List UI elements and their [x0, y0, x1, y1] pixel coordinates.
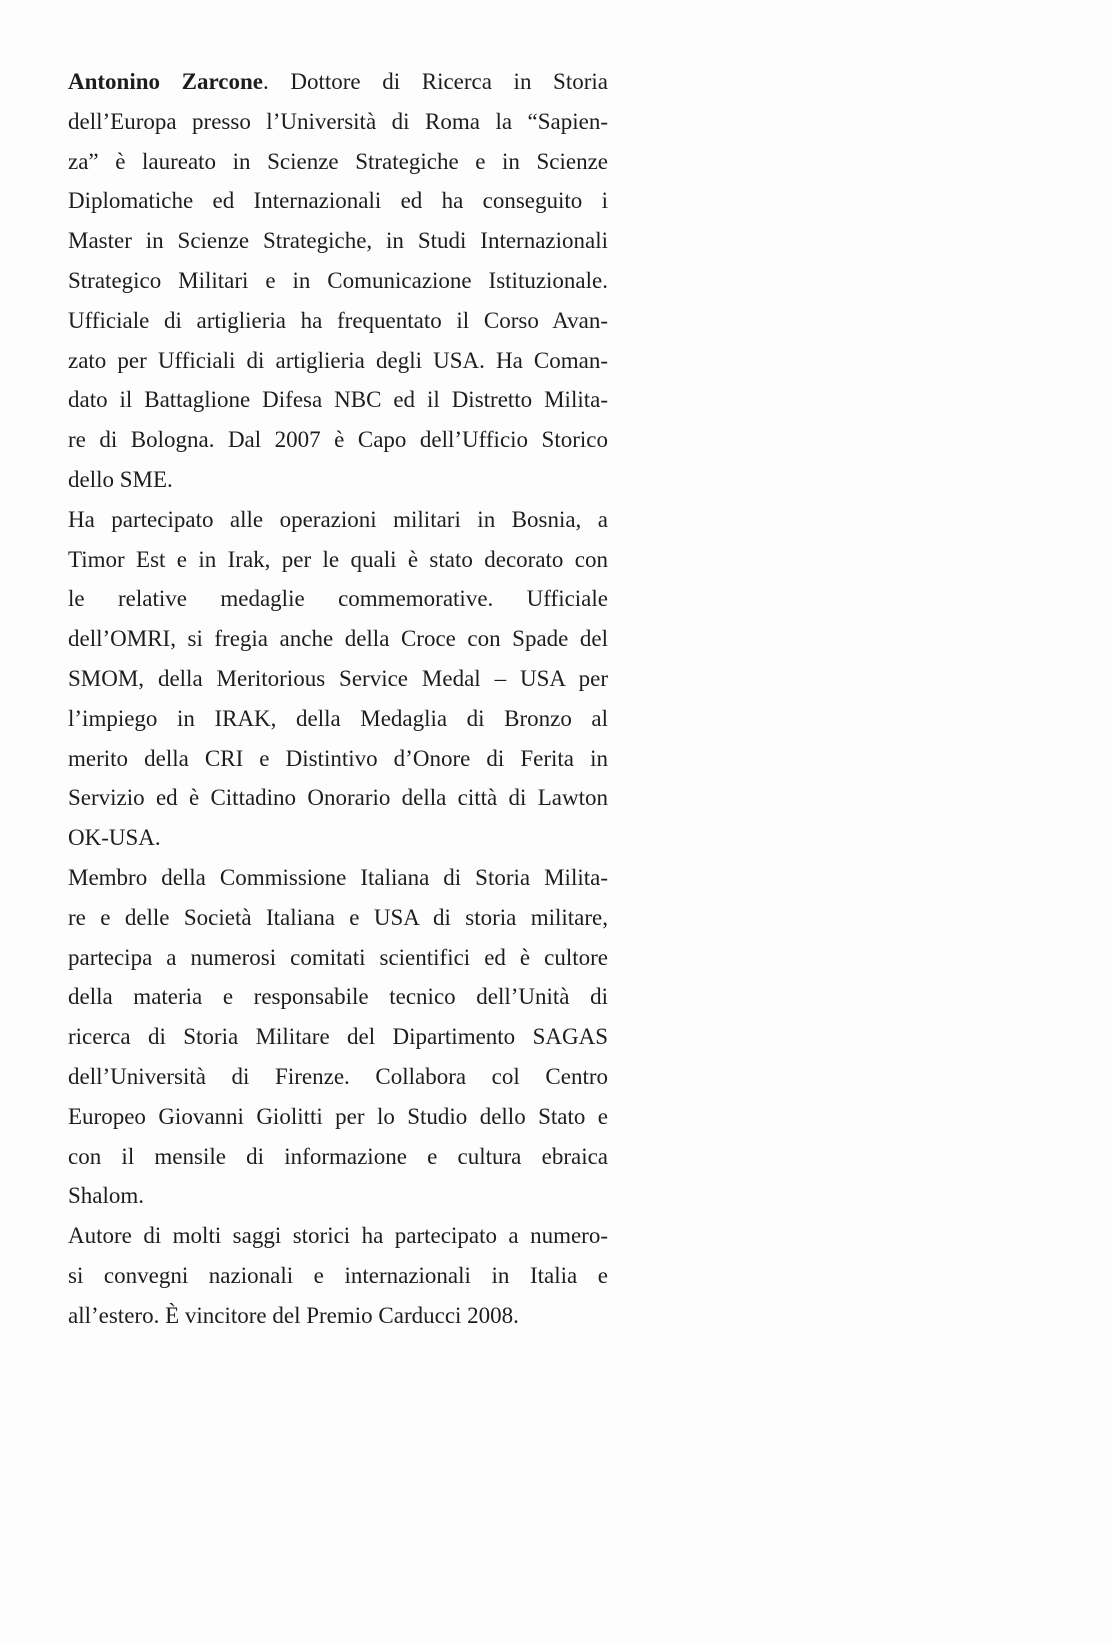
bio-line-21: Membro della Commissione Italiana di Storia Milita-: [68, 864, 608, 890]
bio-line-29: Shalom.: [68, 1183, 145, 1209]
bio-line-10: re di Bologna. Dal 2007 è Capo dell’Ufficio Storico: [68, 427, 608, 453]
bio-line-15: dell’OMRI, si fregia anche della Croce con Spade del: [68, 626, 608, 652]
bio-line-22: re e delle Società Italiana e USA di storia militare,: [68, 904, 608, 930]
bio-line-6: Strategico Militari e in Comunicazione Istituzionale.: [68, 267, 608, 293]
bio-line-28: con il mensile di informazione e cultura ebraica: [68, 1143, 608, 1169]
bio-line-17: l’impiego in IRAK, della Medaglia di Bronzo al: [68, 705, 608, 731]
bio-line-31: si convegni nazionali e internazionali in Italia e: [68, 1262, 608, 1288]
bio-line-13: Timor Est e in Irak, per le quali è stato decorato con: [68, 546, 608, 572]
bio-line-14: le relative medaglie commemorative. Ufficiale: [68, 586, 608, 612]
bio-line-3: za” è laureato in Scienze Strategiche e in Scienze: [68, 148, 608, 174]
bio-line-32: all’estero. È vincitore del Premio Carducci 2008.: [68, 1302, 519, 1328]
bio-line-4: Diplomatiche ed Internazionali ed ha conseguito i: [68, 188, 608, 214]
bio-line-16: SMOM, della Meritorious Service Medal – USA per: [68, 665, 608, 691]
author-name: Antonino Zarcone: [68, 69, 263, 94]
bio-line-8: zato per Ufficiali di artiglieria degli USA. Ha Coman-: [68, 347, 608, 373]
bio-line-9: dato il Battaglione Difesa NBC ed il Distretto Milita-: [68, 387, 608, 413]
bio-line-1: [68, 62, 608, 102]
bio-line-12: Ha partecipato alle operazioni militari in Bosnia, a: [68, 506, 608, 532]
bio-line-20: OK-USA.: [68, 825, 161, 851]
bio-line-7: Ufficiale di artiglieria ha frequentato il Corso Avan-: [68, 307, 608, 333]
bio-line-30: Autore di molti saggi storici ha partecipato a numero-: [68, 1223, 608, 1249]
bio-line-25: ricerca di Storia Militare del Dipartimento SAGAS: [68, 1024, 608, 1050]
bio-line-5: Master in Scienze Strategiche, in Studi Internazionali: [68, 228, 608, 254]
bio-line-23: partecipa a numerosi comitati scientifici ed è cultore: [68, 944, 608, 970]
bio-line-26: dell’Università di Firenze. Collabora col Centro: [68, 1063, 608, 1089]
bio-line-27: Europeo Giovanni Giolitti per lo Studio dello Stato e: [68, 1103, 608, 1129]
bio-line-1-text: . Dottore di Ricerca in Storia: [263, 69, 608, 94]
bio-line-11: dello SME.: [68, 466, 173, 492]
bio-line-18: merito della CRI e Distintivo d’Onore di Ferita in: [68, 745, 608, 771]
author-biography: [68, 62, 608, 1336]
bio-line-24: della materia e responsabile tecnico dell’Unità di: [68, 984, 608, 1010]
bio-line-19: Servizio ed è Cittadino Onorario della città di Lawton: [68, 785, 608, 811]
bio-line-2: dell’Europa presso l’Università di Roma la “Sapien-: [68, 108, 608, 134]
